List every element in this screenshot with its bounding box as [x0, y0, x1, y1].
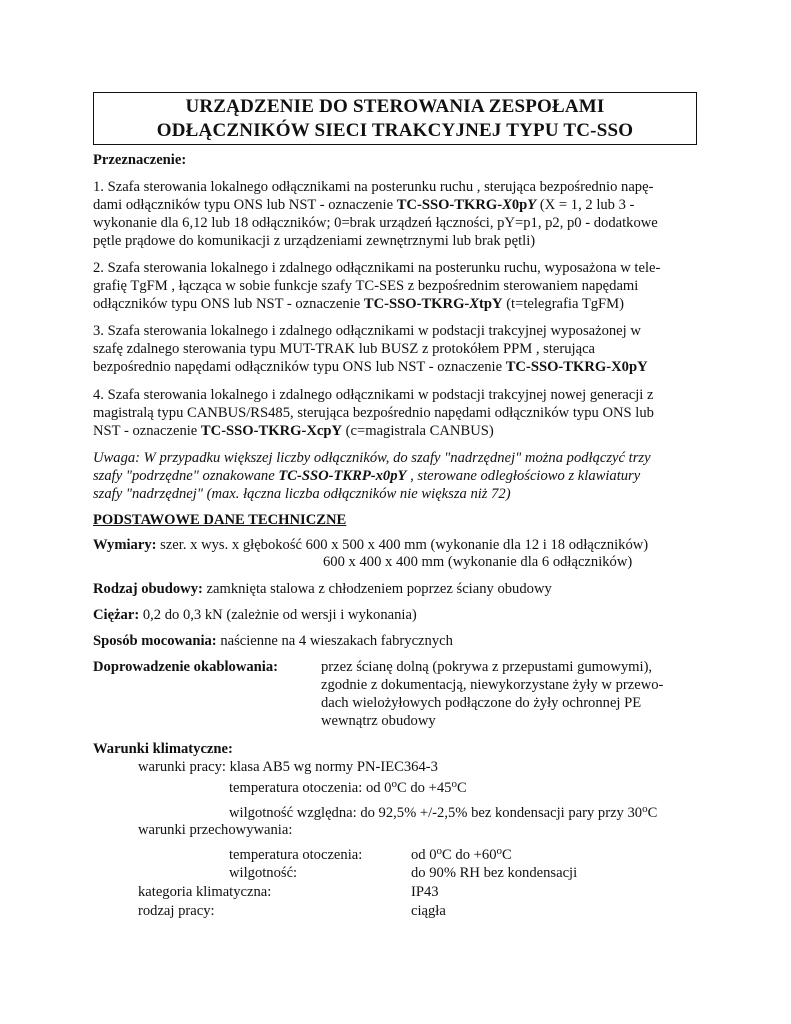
- climate-work-humidity: wilgotność względna: do 92,5% +/-2,5% bez kondensacji pary przy 30$^o$C: [229, 803, 658, 821]
- item3-line1: 3. Szafa sterowania lokalnego i zdalnego odłącznikami w podstacji trakcyjnej wyposażonej w: [93, 323, 641, 339]
- item1-line3: wykonanie dla 6,12 lub 18 odłączników; 0=brak urządzeń łączności, pY=p1, p2, p0 - dodatkowe: [93, 215, 658, 231]
- cabling-label: Doprowadzenie okablowania:: [93, 659, 279, 675]
- note-line3: szafy "nadrzędnej" (max. łączna liczba odłączników nie większa niż 72): [93, 486, 511, 502]
- item3-line3: bezpośrednio napędami odłączników typu ONS lub NST - oznaczenie TC-SSO-TKRG-X0pY: [93, 359, 648, 375]
- climate-category-value: IP43: [411, 884, 439, 900]
- note-line2: szafy "podrzędne" oznakowane TC-SSO-TKRP-x0pY , sterowane odległościowo z klawiatury: [93, 468, 641, 484]
- title-line-1: URZĄDZENIE DO STEROWANIA ZESPOŁAMI: [185, 96, 605, 117]
- purpose-heading: Przeznaczenie:: [93, 152, 187, 168]
- climate-work: warunki pracy: klasa AB5 wg normy PN-IEC364-3: [138, 759, 438, 775]
- item1-line1: 1. Szafa sterowania lokalnego odłącznikami na posterunku ruchu , sterująca bezpośrednio napę-: [93, 179, 654, 195]
- cabling-line4: wewnątrz obudowy: [321, 713, 436, 729]
- cabling-line1: przez ścianę dolną (pokrywa z przepustami gumowymi),: [321, 659, 653, 675]
- work-mode-value: ciągła: [411, 903, 446, 919]
- item1-line2: dami odłączników typu ONS lub NST - oznaczenie TC-SSO-TKRG-X0pY (X = 1, 2 lub 3 -: [93, 197, 635, 213]
- storage-temperature-label: temperatura otoczenia:: [229, 847, 363, 863]
- dimensions-line2: 600 x 400 x 400 mm (wykonanie dla 6 odłączników): [323, 554, 633, 570]
- item2-line2: grafię TgFM , łącząca w sobie funkcje szafy TC-SES z bezpośrednim sterowaniem napędami: [93, 278, 639, 294]
- item4-line1: 4. Szafa sterowania lokalnego i zdalnego odłącznikami w podstacji trakcyjnej nowej generacji z: [93, 387, 654, 403]
- storage-humidity-value: do 90% RH bez kondensacji: [411, 865, 578, 881]
- weight-line: Ciężar: 0,2 do 0,3 kN (zależnie od wersji i wykonania): [93, 607, 417, 623]
- item4-line3: NST - oznaczenie TC-SSO-TKRG-XcpY (c=magistrala CANBUS): [93, 423, 494, 439]
- item3-line2: szafę zdalnego sterowania typu MUT-TRAK lub BUSZ z protokółem PPM , sterująca: [93, 341, 596, 357]
- title-box: [93, 92, 697, 145]
- climate-heading: Warunki klimatyczne:: [93, 741, 233, 757]
- storage-temperature-value: od 0$^o$C do $+60^oC$: [411, 845, 512, 863]
- tech-heading: PODSTAWOWE DANE TECHNICZNE: [93, 512, 347, 528]
- climate-storage: warunki przechowywania:: [138, 822, 293, 838]
- item1-line4: pętle prądowe do komunikacji z urządzeniami zewnętrznymi lub brak pętli): [93, 233, 536, 249]
- dimensions-line1: Wymiary: szer. x wys. x głębokość 600 x 500 x 400 mm (wykonanie dla 12 i 18 odłączników): [93, 537, 649, 553]
- item2-line1: 2. Szafa sterowania lokalnego i zdalnego odłącznikami na posterunku ruchu, wyposażona w tele-: [93, 260, 661, 276]
- climate-category-label: kategoria klimatyczna:: [138, 884, 272, 900]
- item4-line2: magistralą typu CANBUS/RS485, sterująca bezpośrednio napędami odłączników typu ONS lub: [93, 405, 654, 421]
- note-line1: Uwaga: W przypadku większej liczby odłączników, do szafy "nadrzędnej" można podłączyć trzy: [93, 450, 651, 466]
- mounting-line: Sposób mocowania: naścienne na 4 wieszakach fabrycznych: [93, 633, 453, 649]
- climate-work-temperature: temperatura otoczenia: od 0$^o$C do $+45^oC$: [229, 778, 467, 796]
- cabling-line2: zgodnie z dokumentacją, niewykorzystane żyły w przewo-: [321, 677, 664, 693]
- work-mode-label: rodzaj pracy:: [138, 903, 215, 919]
- item2-line3: odłączników typu ONS lub NST - oznaczenie TC-SSO-TKRG-XtpY (t=telegrafia TgFM): [93, 296, 624, 312]
- storage-humidity-label: wilgotność:: [229, 865, 298, 881]
- cabling-line3: dach wielożyłowych podłączone do żyły ochronnej PE: [321, 695, 642, 711]
- housing-line: Rodzaj obudowy: zamknięta stalowa z chłodzeniem poprzez ściany obudowy: [93, 581, 552, 597]
- title-line-2: ODŁĄCZNIKÓW SIECI TRAKCYJNEJ TYPU TC-SSO: [156, 120, 634, 141]
